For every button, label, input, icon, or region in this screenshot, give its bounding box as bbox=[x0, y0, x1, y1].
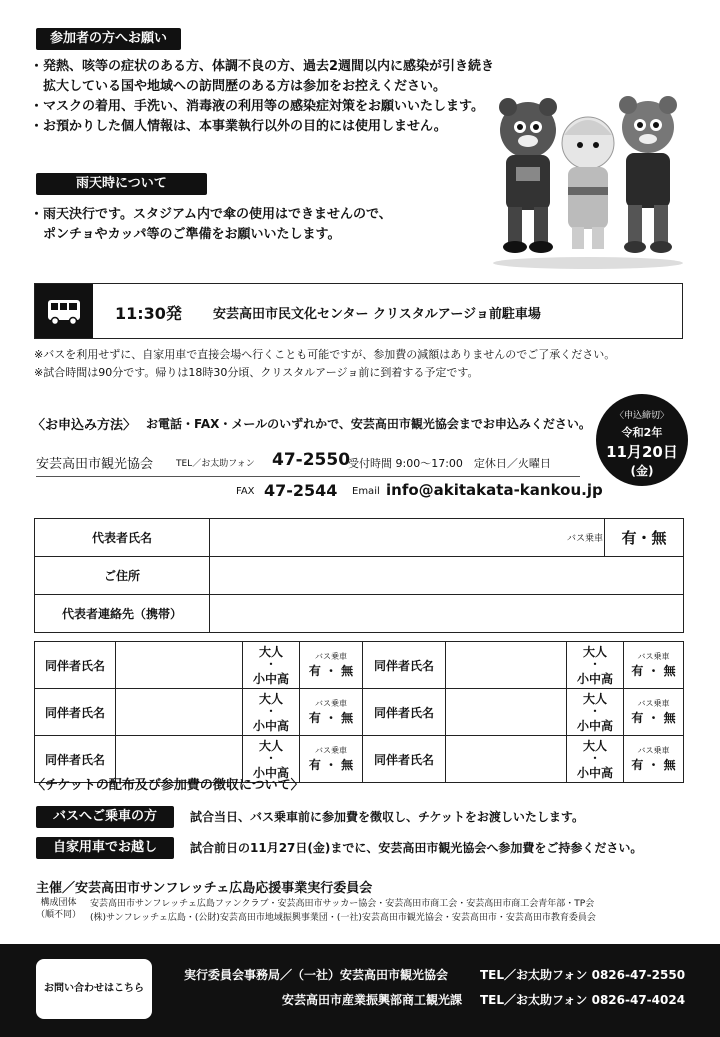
request-line: ・お預かりした個人情報は、本事業執行以外の目的には使用しません。 bbox=[30, 119, 447, 134]
dept: 安芸高田市産業振興部商工観光課 bbox=[282, 993, 463, 1007]
bus-select[interactable]: バス乗車 有 ・ 無 bbox=[300, 736, 363, 783]
apply-hours: 受付時間 9:00〜17:00 定休日／火曜日 bbox=[348, 457, 551, 470]
ticket-heading: 〈チケットの配布及び参加費の徴収について〉 bbox=[32, 778, 304, 793]
divider bbox=[36, 476, 580, 477]
deadline-era: 令和2年 bbox=[621, 426, 663, 439]
rep-name-field[interactable] bbox=[210, 519, 543, 557]
apply-desc: お電話・FAX・メールのいずれかで、安芸高田市観光協会までお申込みください。 bbox=[146, 417, 591, 431]
rain-tag: 雨天時について bbox=[36, 173, 207, 195]
request-line: 拡大している国や地域への訪問歴のある方は参加をお控えください。 bbox=[30, 79, 447, 94]
fax-number: 47-2544 bbox=[264, 481, 338, 500]
member-label-group bbox=[36, 897, 81, 921]
apply-heading: 〈お申込み方法〉 bbox=[32, 418, 137, 433]
member-list bbox=[90, 897, 710, 925]
companion-label: 同伴者氏名 bbox=[363, 736, 446, 783]
table-row bbox=[35, 642, 684, 689]
bus-select[interactable]: バス乗車 有 ・ 無 bbox=[624, 689, 684, 736]
rain-line: ・雨天決行です。スタジアム内で傘の使用はできませんので、 bbox=[30, 207, 392, 222]
member-line: 安芸高田市サンフレッチェ広島ファンクラブ・安芸高田市サッカー協会・安芸高田市商工会・安芸高田市商工会青年部・TP会 bbox=[90, 899, 595, 909]
companion-name-field[interactable] bbox=[446, 689, 567, 736]
bus-icon-box bbox=[35, 284, 93, 338]
age-select[interactable]: 大人 • 小中高 bbox=[243, 642, 300, 689]
age-select[interactable]: 大人 • 小中高 bbox=[243, 736, 300, 783]
bus-select[interactable]: バス乗車 有 ・ 無 bbox=[300, 642, 363, 689]
member-line: (株)サンフレッチェ広島・(公財)安芸高田市地域振興事業団・(一社)安芸高田市観光協会・安芸高田市・安芸高田市教育委員会 bbox=[90, 913, 596, 923]
deadline-badge bbox=[596, 394, 688, 486]
companion-name-field[interactable] bbox=[446, 736, 567, 783]
dept-tel: TEL／お太助フォン 0826-47-4024 bbox=[480, 993, 686, 1007]
fax-label: FAX bbox=[236, 486, 255, 497]
bus-notes bbox=[34, 346, 674, 382]
rain-list bbox=[30, 205, 480, 245]
order-note: （順不同） bbox=[36, 910, 82, 920]
companion-label: 同伴者氏名 bbox=[363, 689, 446, 736]
companion-label: 同伴者氏名 bbox=[35, 642, 116, 689]
email-label: Email bbox=[352, 486, 380, 497]
mascot-illustration bbox=[488, 95, 688, 270]
bus-ticket-tag: バスへご乗車の方 bbox=[36, 806, 174, 828]
representative-form bbox=[34, 518, 684, 633]
car-ticket-tag: 自家用車でお越しの方 bbox=[36, 837, 174, 859]
companion-label: 同伴者氏名 bbox=[35, 689, 116, 736]
deadline-label: 〈申込締切〉 bbox=[614, 411, 669, 421]
companion-label: 同伴者氏名 bbox=[363, 642, 446, 689]
deadline-date: 11月20日 bbox=[606, 443, 678, 461]
companion-label: 同伴者氏名 bbox=[35, 736, 116, 783]
age-select[interactable]: 大人 • 小中高 bbox=[243, 689, 300, 736]
companion-name-field[interactable] bbox=[116, 689, 243, 736]
rain-line: ポンチョやカッパ等のご準備をお願いいたします。 bbox=[30, 227, 341, 242]
host: 主催／安芸高田市サンフレッチェ広島応援事業実行委員会 bbox=[36, 881, 373, 896]
table-row bbox=[35, 689, 684, 736]
bus-note: ※試合時間は90分です。帰りは18時30分頃、クリスタルアージョ前に到着する予定です。 bbox=[34, 366, 479, 379]
bus-yes-no[interactable]: 有・無 bbox=[605, 519, 684, 557]
contact-label: 代表者連絡先（携帯） bbox=[35, 595, 210, 633]
age-select[interactable]: 大人 • 小中高 bbox=[567, 736, 624, 783]
contact-box: お問い合わせはこちら bbox=[36, 959, 152, 1019]
bus-label: バス乗車 bbox=[542, 519, 605, 557]
bus-time: 11:30発 bbox=[115, 304, 182, 323]
email-address: info@akitakata-kankou.jp bbox=[386, 481, 603, 499]
companion-form bbox=[34, 641, 684, 783]
contact-field[interactable] bbox=[210, 595, 684, 633]
bus-icon bbox=[35, 284, 93, 338]
address-field[interactable] bbox=[210, 557, 684, 595]
bus-info-box bbox=[34, 283, 683, 339]
request-line: ・発熱、咳等の症状のある方、体調不良の方、過去2週間以内に感染が引き続き bbox=[30, 59, 495, 74]
tel-number: 47-2550 bbox=[272, 450, 351, 470]
bus-select[interactable]: バス乗車 有 ・ 無 bbox=[624, 642, 684, 689]
bus-place: 安芸高田市民文化センター クリスタルアージョ前駐車場 bbox=[213, 307, 541, 322]
age-select[interactable]: 大人 • 小中高 bbox=[567, 689, 624, 736]
member-label: 構成団体 bbox=[40, 898, 77, 908]
tel-label: TEL／お太助フォン bbox=[176, 459, 255, 469]
bus-select[interactable]: バス乗車 有 ・ 無 bbox=[300, 689, 363, 736]
footer bbox=[0, 944, 720, 1037]
bus-note: ※バスを利用せずに、自家用車で直接会場へ行くことも可能ですが、参加費の減額はありませんのでご了承ください。 bbox=[34, 348, 616, 361]
office: 実行委員会事務局／（一社）安芸高田市観光協会 bbox=[184, 968, 449, 982]
address-label: ご住所 bbox=[35, 557, 210, 595]
apply-org: 安芸高田市観光協会 bbox=[36, 457, 154, 472]
request-line: ・マスクの着用、手洗い、消毒液の利用等の感染症対策をお願いいたします。 bbox=[30, 99, 484, 114]
bus-select[interactable]: バス乗車 有 ・ 無 bbox=[624, 736, 684, 783]
companion-name-field[interactable] bbox=[116, 642, 243, 689]
office-tel: TEL／お太助フォン 0826-47-2550 bbox=[480, 968, 686, 982]
deadline-day: (金) bbox=[630, 464, 654, 478]
companion-name-field[interactable] bbox=[446, 642, 567, 689]
car-ticket-text: 試合前日の11月27日(金)までに、安芸高田市観光協会へ参加費をご持参ください。 bbox=[190, 841, 643, 855]
request-list bbox=[30, 57, 530, 137]
rep-name-label: 代表者氏名 bbox=[35, 519, 210, 557]
bus-ticket-text: 試合当日、バス乗車前に参加費を徴収し、チケットをお渡しいたします。 bbox=[190, 810, 584, 824]
request-tag: 参加者の方へお願い bbox=[36, 28, 181, 50]
age-select[interactable]: 大人 • 小中高 bbox=[567, 642, 624, 689]
